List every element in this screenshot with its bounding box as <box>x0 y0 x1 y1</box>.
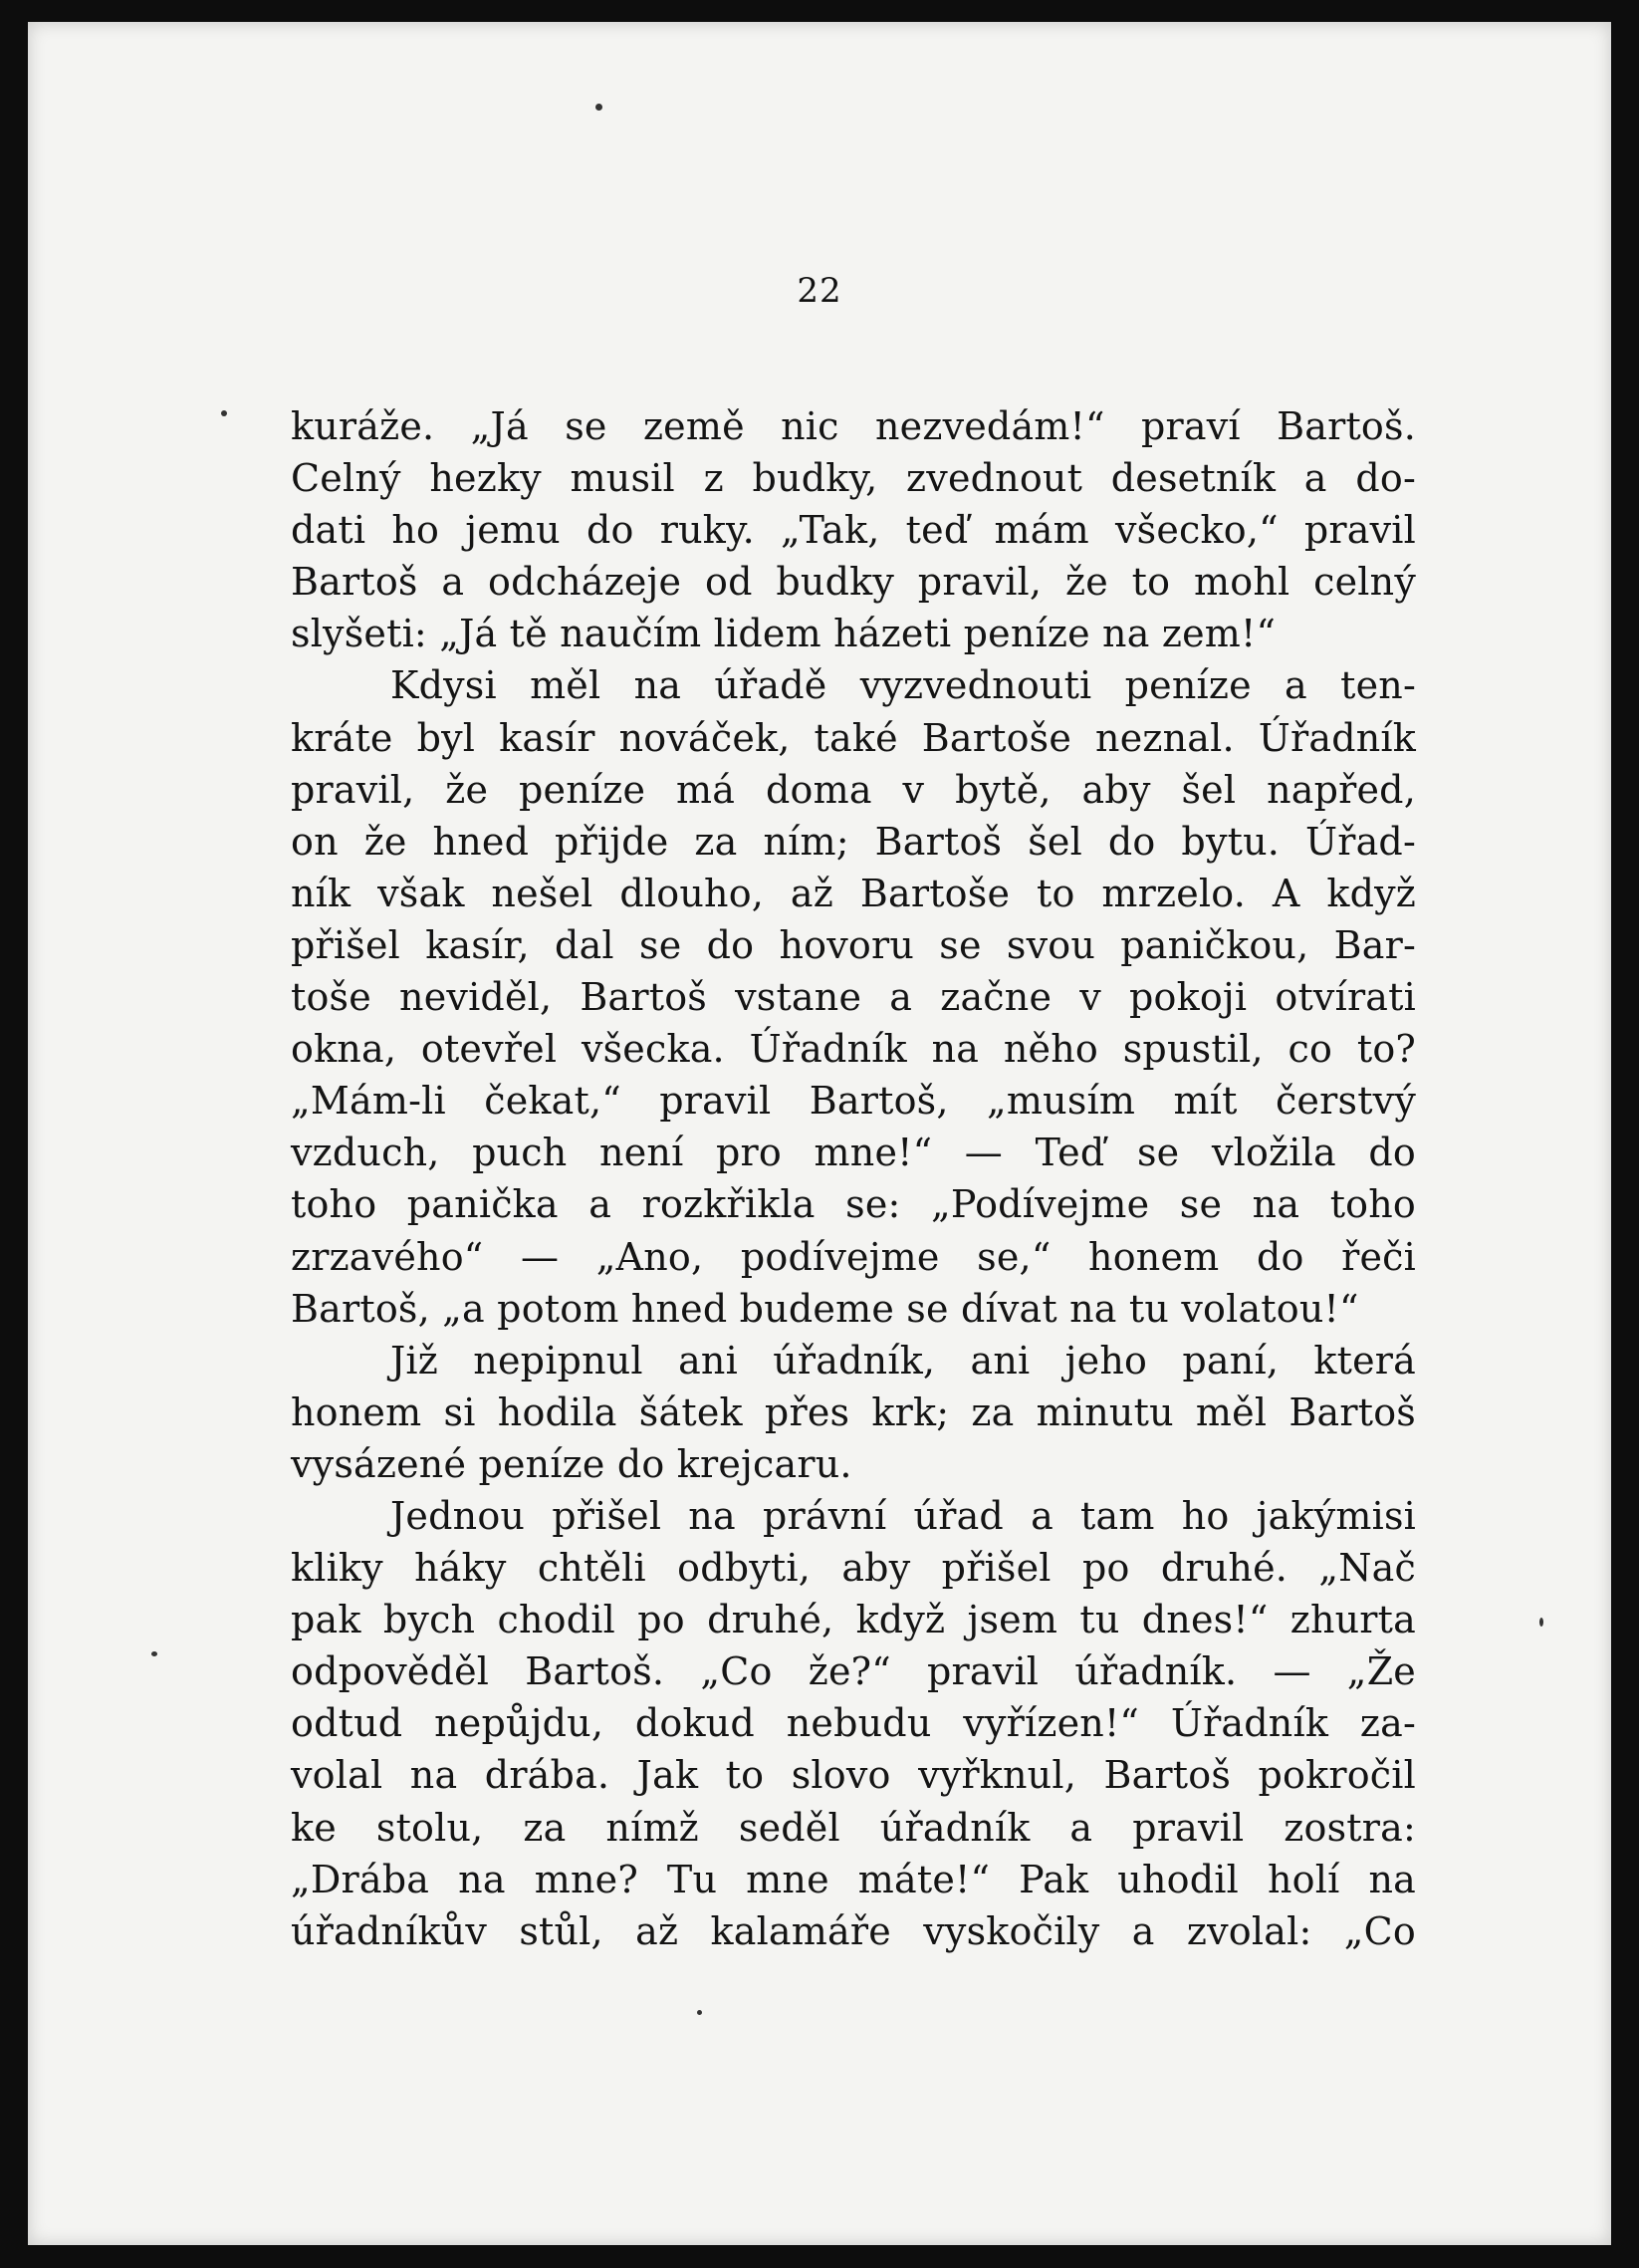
text-line: toše neviděl, Bartoš vstane a začne v pokoji otvírati <box>291 975 1416 1020</box>
text-line: odtud nepůjdu, dokud nebudu vyřízen!“ Úřadník za- <box>291 1701 1416 1746</box>
text-line: Bartoš, „a potom hned budeme se dívat na tu volatou!“ <box>291 1286 1359 1331</box>
text-line: odpověděl Bartoš. „Co že?“ pravil úřadník. — „Že <box>291 1649 1416 1694</box>
text-line: toho panička a rozkřikla se: „Podívejme se na toho <box>291 1182 1416 1227</box>
text-line: Kdysi měl na úřadě vyzvednouti peníze a ten- <box>390 663 1416 708</box>
text-line: „Mám-li čekat,“ pravil Bartoš, „musím mít čerstvý <box>291 1079 1416 1124</box>
text-line: „Drába na mne? Tu mne máte!“ Pak uhodil holí na <box>291 1857 1416 1901</box>
text-line: kuráže. „Já se země nic nezvedám!“ praví Bartoš. <box>291 404 1416 448</box>
text-line: pravil, že peníze má doma v bytě, aby šel napřed, <box>291 767 1416 812</box>
text-line: volal na drába. Jak to slovo vyřknul, Bartoš pokročil <box>291 1753 1416 1798</box>
text-line: kliky háky chtěli odbyti, aby přišel po druhé. „Nač <box>291 1546 1416 1591</box>
text-line: Jednou přišel na právní úřad a tam ho jakýmisi <box>390 1493 1416 1538</box>
text-line: on že hned přijde za ním; Bartoš šel do bytu. Úřad- <box>291 819 1416 864</box>
text-line: honem si hodila šátek přes krk; za minutu měl Bartoš <box>291 1389 1416 1434</box>
text-line: pak bych chodil po druhé, když jsem tu dnes!“ zhurta <box>291 1598 1416 1642</box>
text-line: okna, otevřel všecka. Úřadník na něho spustil, co to? <box>291 1027 1416 1072</box>
ink-speck <box>595 104 602 111</box>
ink-speck <box>151 1651 157 1656</box>
page-number: 22 <box>797 271 842 311</box>
ink-speck <box>221 410 227 416</box>
text-line: Již nepipnul ani úřadník, ani jeho paní, která <box>390 1338 1416 1383</box>
text-line: zrzavého“ — „Ano, podívejme se,“ honem do řeči <box>291 1234 1416 1279</box>
ink-speck <box>697 2010 702 2015</box>
text-line: ke stolu, za nímž seděl úřadník a pravil zostra: <box>291 1805 1416 1850</box>
ink-speck <box>1539 1618 1543 1627</box>
text-line: ník však nešel dlouho, až Bartoše to mrzelo. A když <box>291 871 1416 915</box>
text-line: slyšeti: „Já tě naučím lidem házeti peníze na zem!“ <box>291 612 1277 656</box>
text-line: kráte byl kasír nováček, také Bartoše neznal. Úřadník <box>291 715 1416 760</box>
text-line: přišel kasír, dal se do hovoru se svou paničkou, Bar- <box>291 922 1416 967</box>
text-line: dati ho jemu do ruky. „Tak, teď mám všecko,“ pravil <box>291 508 1416 553</box>
text-line: vzduch, puch není pro mne!“ — Teď se vložila do <box>291 1131 1416 1175</box>
text-line: úřadníkův stůl, až kalamáře vyskočily a zvolal: „Co <box>291 1908 1416 1953</box>
text-line: vysázené peníze do krejcaru. <box>291 1441 852 1486</box>
text-line: Celný hezky musil z budky, zvednout desetník a do- <box>291 456 1416 501</box>
text-line: Bartoš a odcházeje od budky pravil, že to mohl celný <box>291 560 1416 605</box>
body-text <box>291 400 1416 1957</box>
